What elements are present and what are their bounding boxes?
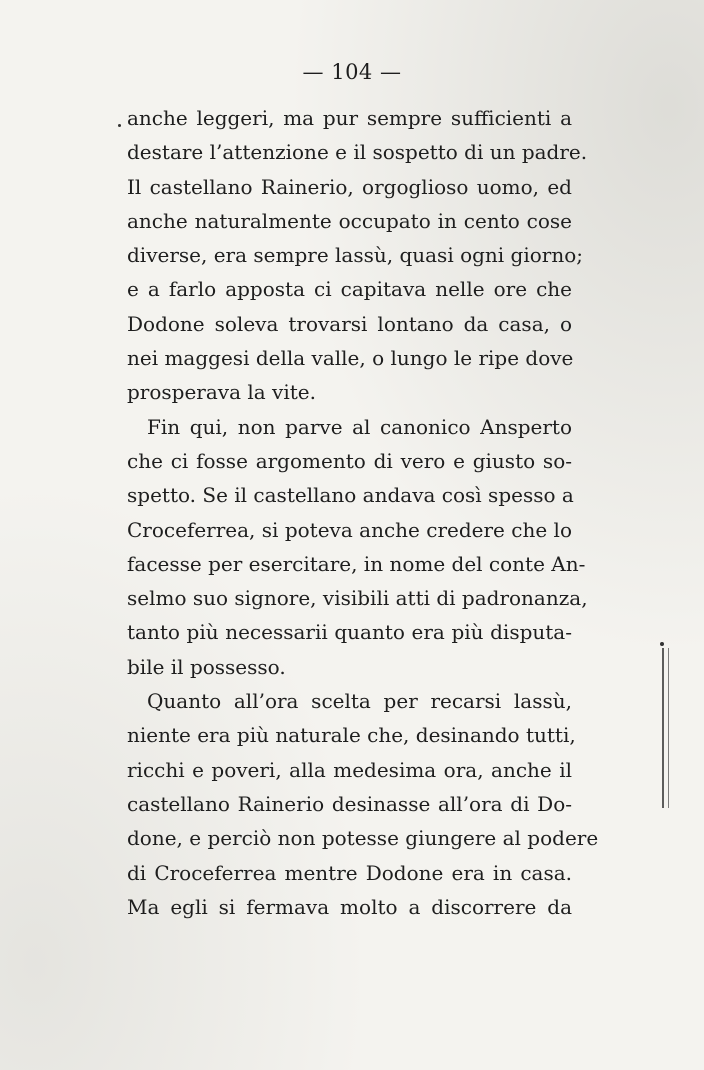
body-text	[127, 101, 599, 924]
text-line: diverse, era sempre lassù, quasi ogni giorno;	[127, 243, 584, 268]
ink-speck	[660, 642, 664, 646]
text-line: Croceferrea, si poteva anche credere che lo	[127, 517, 572, 542]
text-line: niente era più naturale che, desinando tutti,	[127, 723, 576, 748]
text-line: tanto più necessarii quanto era più disputa-	[127, 620, 572, 645]
text-line: Il castellano Rainerio, orgoglioso uomo, ed	[127, 174, 572, 199]
text-line: destare l’attenzione e il sospetto di un padre.	[127, 140, 588, 165]
text-line-paragraph-start: Quanto all’ora scelta per recarsi lassù,	[147, 689, 572, 714]
text-line: Dodone soleva trovarsi lontano da casa, o	[127, 311, 572, 336]
text-line: nei maggesi della valle, o lungo le ripe dove	[127, 346, 574, 371]
page-number-header: — 104 —	[302, 60, 402, 84]
text-line: ricchi e poveri, alla medesima ora, anche il	[127, 757, 572, 782]
text-line-paragraph-end: bile il possesso.	[127, 654, 286, 679]
text-line: done, e perciò non potesse giungere al podere	[127, 826, 599, 851]
text-line: anche naturalmente occupato in cento cose	[127, 208, 572, 233]
text-line: di Croceferrea mentre Dodone era in casa.	[127, 860, 572, 885]
text-line-paragraph-start: Fin qui, non parve al canonico Ansperto	[147, 414, 572, 439]
text-line-paragraph-end: prosperava la vite.	[127, 380, 316, 405]
text-line: anche leggeri, ma pur sempre sufficienti a	[127, 106, 572, 130]
text-line: Ma egli si fermava molto a discorrere da	[127, 894, 572, 919]
text-line: e a farlo apposta ci capitava nelle ore che	[127, 277, 572, 302]
text-line: selmo suo signore, visibili atti di padronanza,	[127, 586, 588, 611]
ink-speck	[118, 124, 121, 127]
text-line: che ci fosse argomento di vero e giusto so-	[127, 448, 572, 473]
text-line: facesse per esercitare, in nome del conte An-	[127, 551, 586, 576]
text-line: spetto. Se il castellano andava così spesso a	[127, 483, 574, 508]
margin-pencil-mark	[662, 648, 669, 808]
text-line: castellano Rainerio desinasse all’ora di Do-	[127, 791, 572, 816]
